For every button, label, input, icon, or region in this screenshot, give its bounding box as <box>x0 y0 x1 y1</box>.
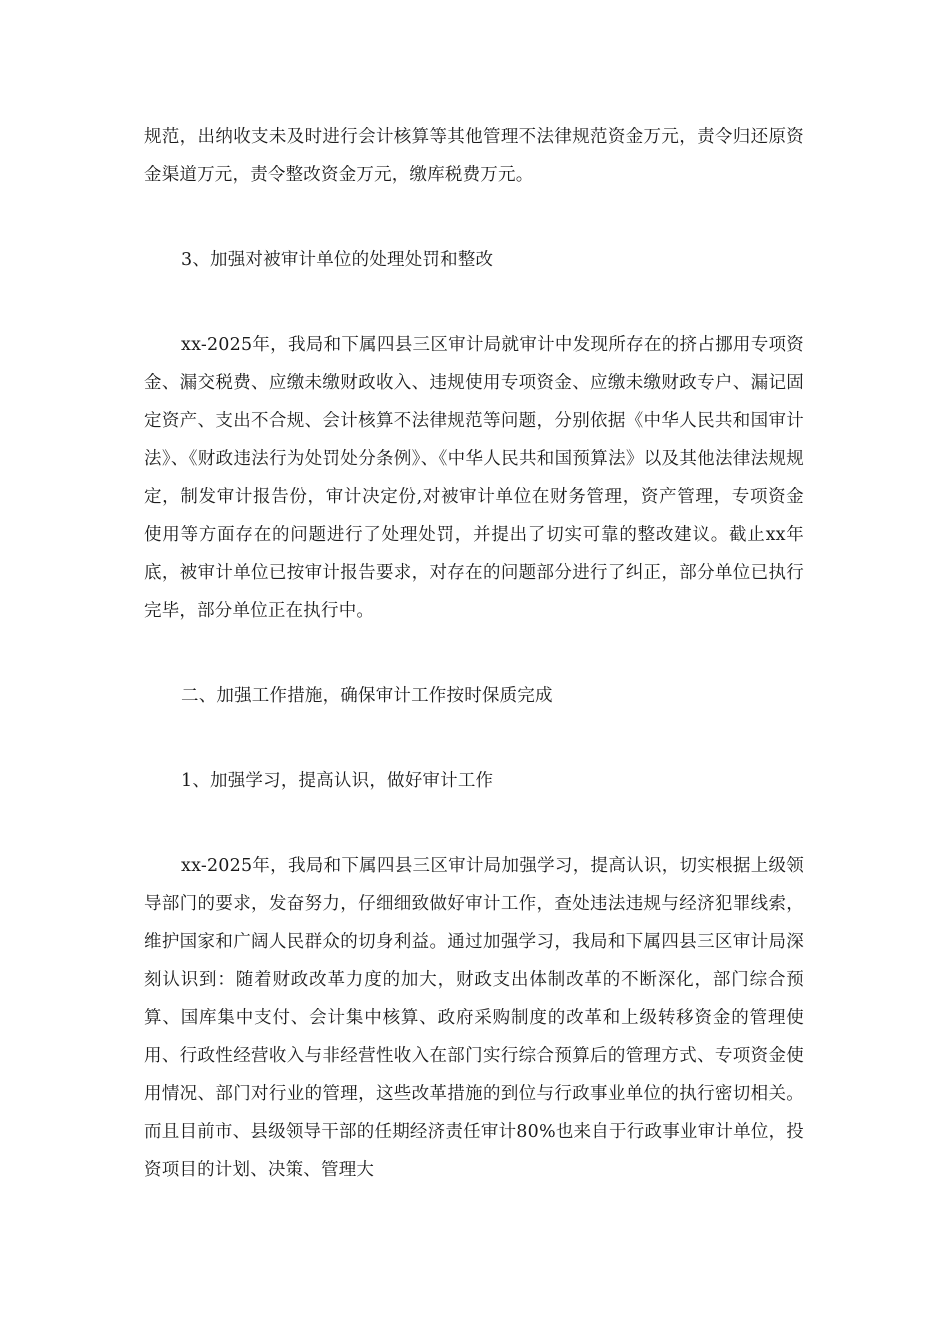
section-heading-2: 二、加强工作措施，确保审计工作按时保质完成 <box>181 686 553 706</box>
section-heading-3: 3、加强对被审计单位的处理处罚和整改 <box>181 250 494 270</box>
paragraph-continuation: 规范，出纳收支未及时进行会计核算等其他管理不法律规范资金万元，责令归还原资金渠道万元，责令整改资金万元，缴库税费万元。 <box>144 127 804 185</box>
paragraph-study-awareness: xx-2025年，我局和下属四县三区审计局加强学习，提高认识，切实根据上级领导部门的要求，发奋努力，仔细细致做好审计工作，查处违法违规与经济犯罪线索，维护国家和广阔人民群众的切身利益。通过加强学习，我局和下属四县三区审计局深刻认识到：随着财政改革力度的加大，财政支出体制改革的不断深化，部门综合预算、国库集中支付、会计集中核算、政府采购制度的改革和上级转移资金的管理使用、行政性经营收入与非经营性收入在部门实行综合预算后的管理方式、专项资金使用情况、部门对行业的管理，这些改革措施的到位与行政事业单位的执行密切相关。而且目前市、县级领导干部的任期经济责任审计80%也来自于行政事业审计单位，投资项目的计划、决策、管理大 <box>144 856 804 1180</box>
subsection-heading-1: 1、加强学习，提高认识，做好审计工作 <box>181 771 494 791</box>
document-body <box>144 118 804 1189</box>
paragraph-audit-penalties: xx-2025年，我局和下属四县三区审计局就审计中发现所存在的挤占挪用专项资金、漏交税费、应缴未缴财政收入、违规使用专项资金、应缴未缴财政专户、漏记固定资产、支出不合规、会计核算不法律规范等问题，分别依据《中华人民共和国审计法》、《财政违法行为处罚处分条例》、《中华人民共和国预算法》以及其他法律法规规定，制发审计报告份，审计决定份,对被审计单位在财务管理，资产管理，专项资金使用等方面存在的问题进行了处理处罚，并提出了切实可靠的整改建议。截止xx年底，被审计单位已按审计报告要求，对存在的问题部分进行了纠正，部分单位已执行完毕，部分单位正在执行中。 <box>144 335 804 621</box>
